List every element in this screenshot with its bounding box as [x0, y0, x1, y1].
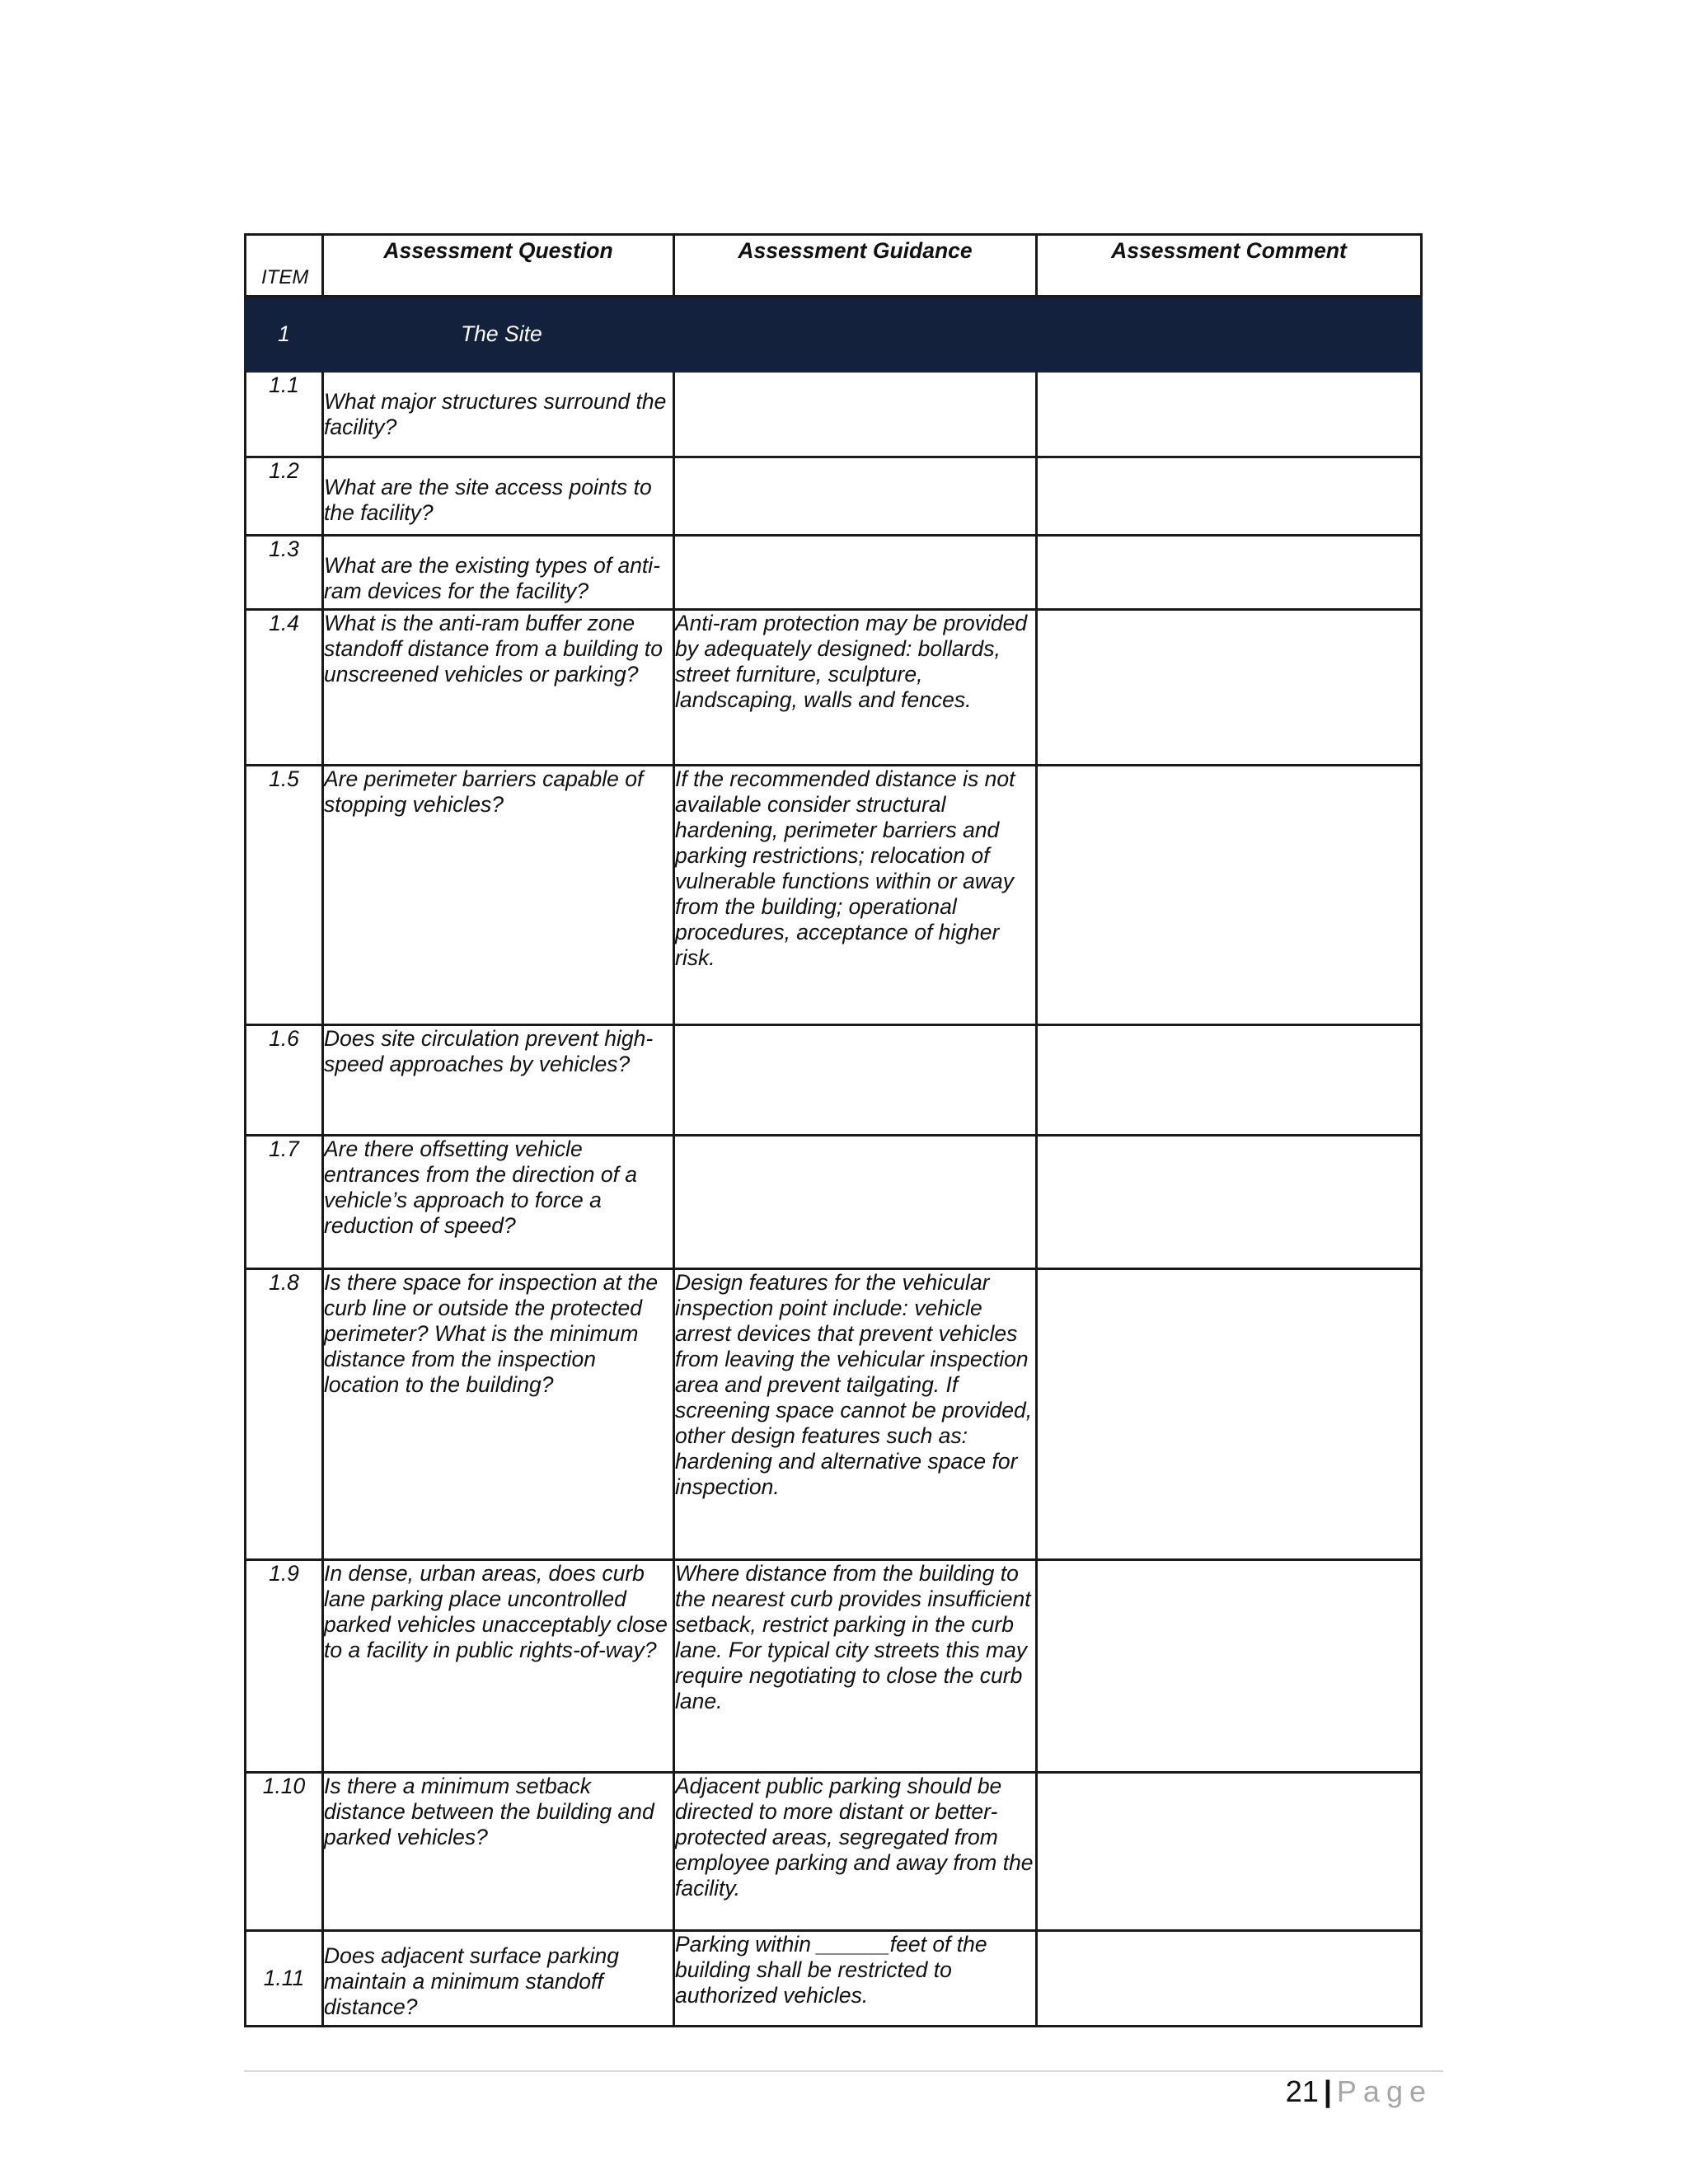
assessment-question: Does adjacent surface parking maintain a minimum standoff distance?: [323, 1931, 674, 2027]
header-item: ITEM: [246, 235, 323, 297]
table-row: [246, 457, 1422, 536]
assessment-guidance: [674, 536, 1037, 610]
assessment-question: Is there space for inspection at the curb line or outside the protected perimeter? What is the minimum distance from the inspection location to the building?: [323, 1269, 674, 1560]
footer-divider: [244, 2070, 1443, 2072]
assessment-guidance: Adjacent public parking should be directed to more distant or better-protected areas, segregated from employee parking and away from the facility.: [674, 1773, 1037, 1931]
table-row: [246, 766, 1422, 1025]
footer-separator: |: [1323, 2074, 1332, 2108]
assessment-guidance: [674, 1136, 1037, 1269]
assessment-question: What are the existing types of anti-ram devices for the facility?: [323, 536, 674, 610]
table-row: [246, 610, 1422, 766]
page-word: Page: [1336, 2074, 1432, 2108]
header-guidance: Assessment Guidance: [674, 235, 1037, 297]
item-number: 1.10: [246, 1773, 323, 1931]
assessment-comment: [1037, 536, 1422, 610]
item-number: 1.4: [246, 610, 323, 766]
table-row: [246, 1560, 1422, 1773]
assessment-comment: [1037, 1136, 1422, 1269]
assessment-question: Are perimeter barriers capable of stopping vehicles?: [323, 766, 674, 1025]
assessment-comment: [1037, 766, 1422, 1025]
table-row: [246, 1269, 1422, 1560]
assessment-comment: [1037, 372, 1422, 457]
assessment-question: Does site circulation prevent high-speed approaches by vehicles?: [323, 1025, 674, 1136]
assessment-comment: [1037, 1931, 1422, 2027]
page-footer: [1286, 2074, 1432, 2110]
page-number: 21: [1285, 2074, 1319, 2108]
table-header-row: [246, 235, 1422, 297]
header-question: Assessment Question: [323, 235, 674, 297]
section-row: [246, 297, 1422, 372]
item-number: 1.5: [246, 766, 323, 1025]
item-number: 1.9: [246, 1560, 323, 1773]
assessment-guidance: Where distance from the building to the nearest curb provides insufficient setback, restrict parking in the curb lane. For typical city streets this may require negotiating to close the curb lane.: [674, 1560, 1037, 1773]
assessment-guidance: [674, 457, 1037, 536]
assessment-guidance: Design features for the vehicular inspection point include: vehicle arrest devices that prevent vehicles from leaving the vehicular inspection area and prevent tailgating. If screening space cannot be provided, other design features such as: hardening and alternative space for inspection.: [674, 1269, 1037, 1560]
assessment-guidance: Parking within ______feet of the building shall be restricted to authorized vehicles.: [674, 1931, 1037, 2027]
assessment-guidance: [674, 1025, 1037, 1136]
assessment-guidance: If the recommended distance is not available consider structural hardening, perimeter barriers and parking restrictions; relocation of vulnerable functions within or away from the building; operational procedures, acceptance of higher risk.: [674, 766, 1037, 1025]
item-number: 1.3: [246, 536, 323, 610]
assessment-comment: [1037, 457, 1422, 536]
assessment-comment: [1037, 1269, 1422, 1560]
assessment-guidance: Anti-ram protection may be provided by adequately designed: bollards, street furniture, sculpture, landscaping, walls and fences.: [674, 610, 1037, 766]
assessment-question: Is there a minimum setback distance between the building and parked vehicles?: [323, 1773, 674, 1931]
item-number: 1.2: [246, 457, 323, 536]
item-number: 1.7: [246, 1136, 323, 1269]
table-row: [246, 1773, 1422, 1931]
section-title: The Site: [323, 297, 1422, 372]
assessment-comment: [1037, 610, 1422, 766]
item-number: 1.6: [246, 1025, 323, 1136]
table-row: [246, 1025, 1422, 1136]
header-comment: Assessment Comment: [1037, 235, 1422, 297]
table-row: [246, 372, 1422, 457]
assessment-question: Are there offsetting vehicle entrances from the direction of a vehicle’s approach to force a reduction of speed?: [323, 1136, 674, 1269]
item-number: 1.11: [246, 1931, 323, 2027]
assessment-comment: [1037, 1773, 1422, 1931]
assessment-question: What is the anti-ram buffer zone standoff distance from a building to unscreened vehicles or parking?: [323, 610, 674, 766]
section-number: 1: [246, 297, 323, 372]
assessment-comment: [1037, 1025, 1422, 1136]
assessment-comment: [1037, 1560, 1422, 1773]
assessment-guidance: [674, 372, 1037, 457]
table-row: [246, 536, 1422, 610]
assessment-table: [244, 233, 1423, 2027]
item-number: 1.1: [246, 372, 323, 457]
item-number: 1.8: [246, 1269, 323, 1560]
table-row: [246, 1136, 1422, 1269]
assessment-question: What are the site access points to the facility?: [323, 457, 674, 536]
assessment-question: In dense, urban areas, does curb lane parking place uncontrolled parked vehicles unacceptably close to a facility in public rights-of-way?: [323, 1560, 674, 1773]
table-row: [246, 1931, 1422, 2027]
assessment-question: What major structures surround the facility?: [323, 372, 674, 457]
